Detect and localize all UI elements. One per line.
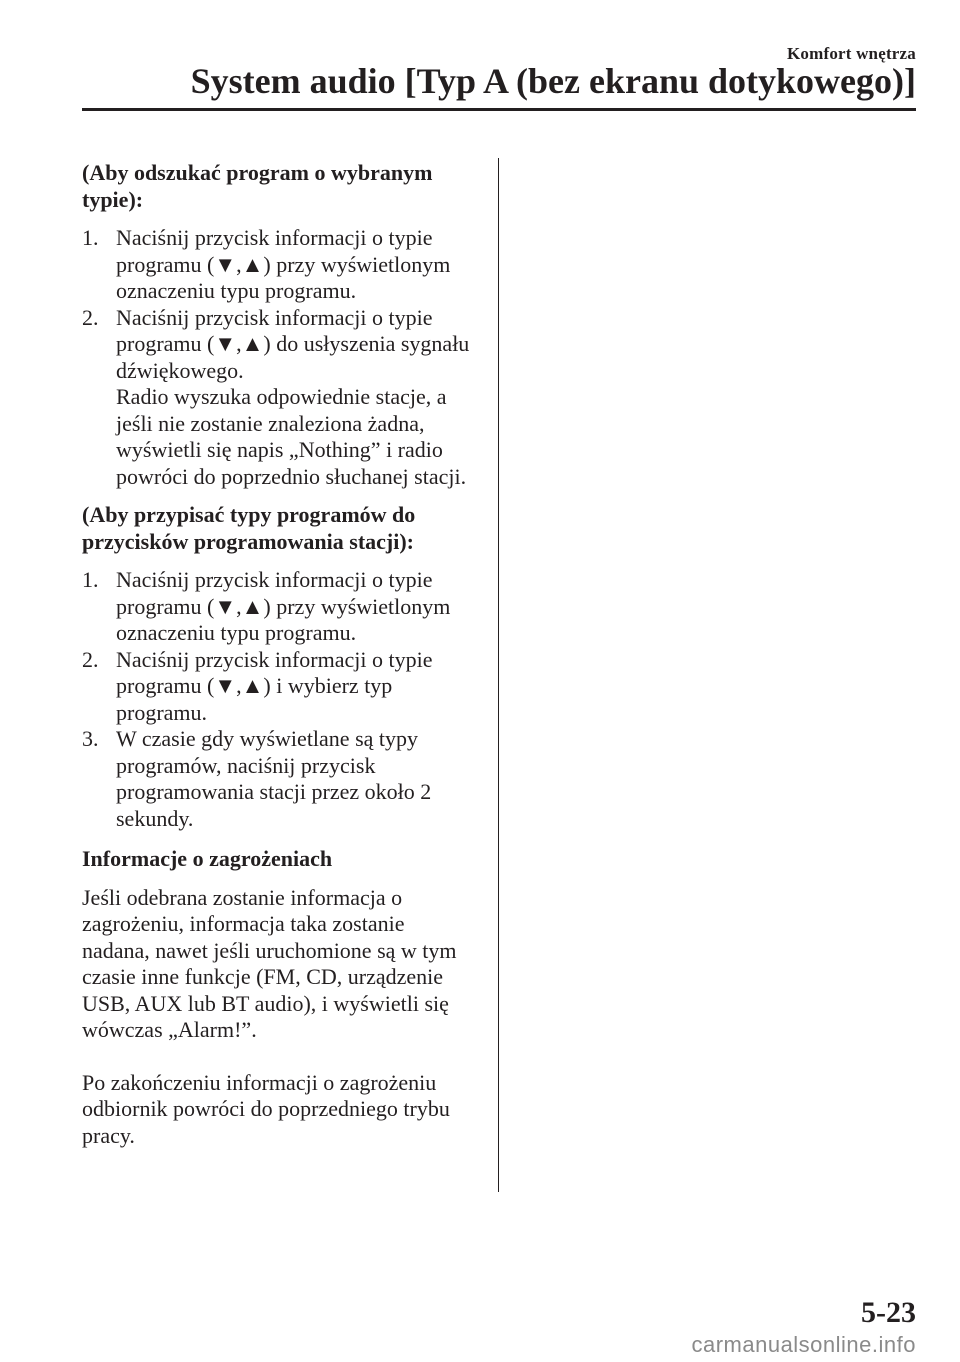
step-text: Naciśnij przycisk informacji o typie programu (▼,▲) przy wyświetlonym oznaczeniu typu programu. <box>116 225 451 303</box>
list-item <box>82 647 477 727</box>
section-title-hazard: Informacje o zagrożeniach <box>82 846 333 871</box>
step-text: W czasie gdy wyświetlane są typy programów, naciśnij przycisk programowania stacji przez około 2 sekundy. <box>116 726 432 831</box>
main-column <box>82 160 477 1149</box>
steps-search-program-type <box>82 225 477 490</box>
watermark: carmanualsonline.info <box>691 1332 916 1357</box>
paragraph: Jeśli odebrana zostanie informacja o zagrożeniu, informacja taka zostanie nadana, nawet jeśli uruchomione są w tym czasie inne funkcje (FM, CD, urządzenie USB, AUX lub BT audio), i wyświetli się wówczas „Alarm!”. <box>82 884 457 1042</box>
list-item <box>82 305 477 491</box>
step-number: 1. <box>82 567 99 592</box>
page-number: 5-23 <box>861 1296 916 1329</box>
step-number: 2. <box>82 304 99 330</box>
page-title: System audio [Typ A (bez ekranu dotykowego)] <box>190 61 916 101</box>
paragraph: Po zakończeniu informacji o zagrożeniu odbiornik powróci do poprzedniego trybu pracy. <box>82 1069 450 1148</box>
header-divider <box>82 108 916 111</box>
list-item <box>82 567 477 647</box>
column-divider <box>498 158 499 1192</box>
step-text: Naciśnij przycisk informacji o typie programu (▼,▲) i wybierz typ programu. <box>116 646 433 725</box>
subheading-search-program-type: (Aby odszukać program o wybranym typie): <box>82 160 433 212</box>
step-text: Radio wyszuka odpowiednie stacje, a jeśli nie zostanie znaleziona żadna, wyświetli się napis „Nothing” i radio powróci do poprzednio słuchanej stacji. <box>116 384 467 489</box>
list-item <box>82 726 477 832</box>
list-item <box>82 225 477 305</box>
subheading-assign-program-types: (Aby przypisać typy programów do przycisków programowania stacji): <box>82 502 416 554</box>
step-text: Naciśnij przycisk informacji o typie programu (▼,▲) przy wyświetlonym oznaczeniu typu programu. <box>116 567 451 645</box>
step-number: 1. <box>82 225 99 250</box>
section-label: Komfort wnętrza <box>786 44 916 63</box>
step-number: 2. <box>82 646 99 672</box>
step-text: Naciśnij przycisk informacji o typie programu (▼,▲) do usłyszenia sygnału dźwiękowego. <box>116 304 470 383</box>
steps-assign-program-types <box>82 567 477 832</box>
step-number: 3. <box>82 726 99 751</box>
